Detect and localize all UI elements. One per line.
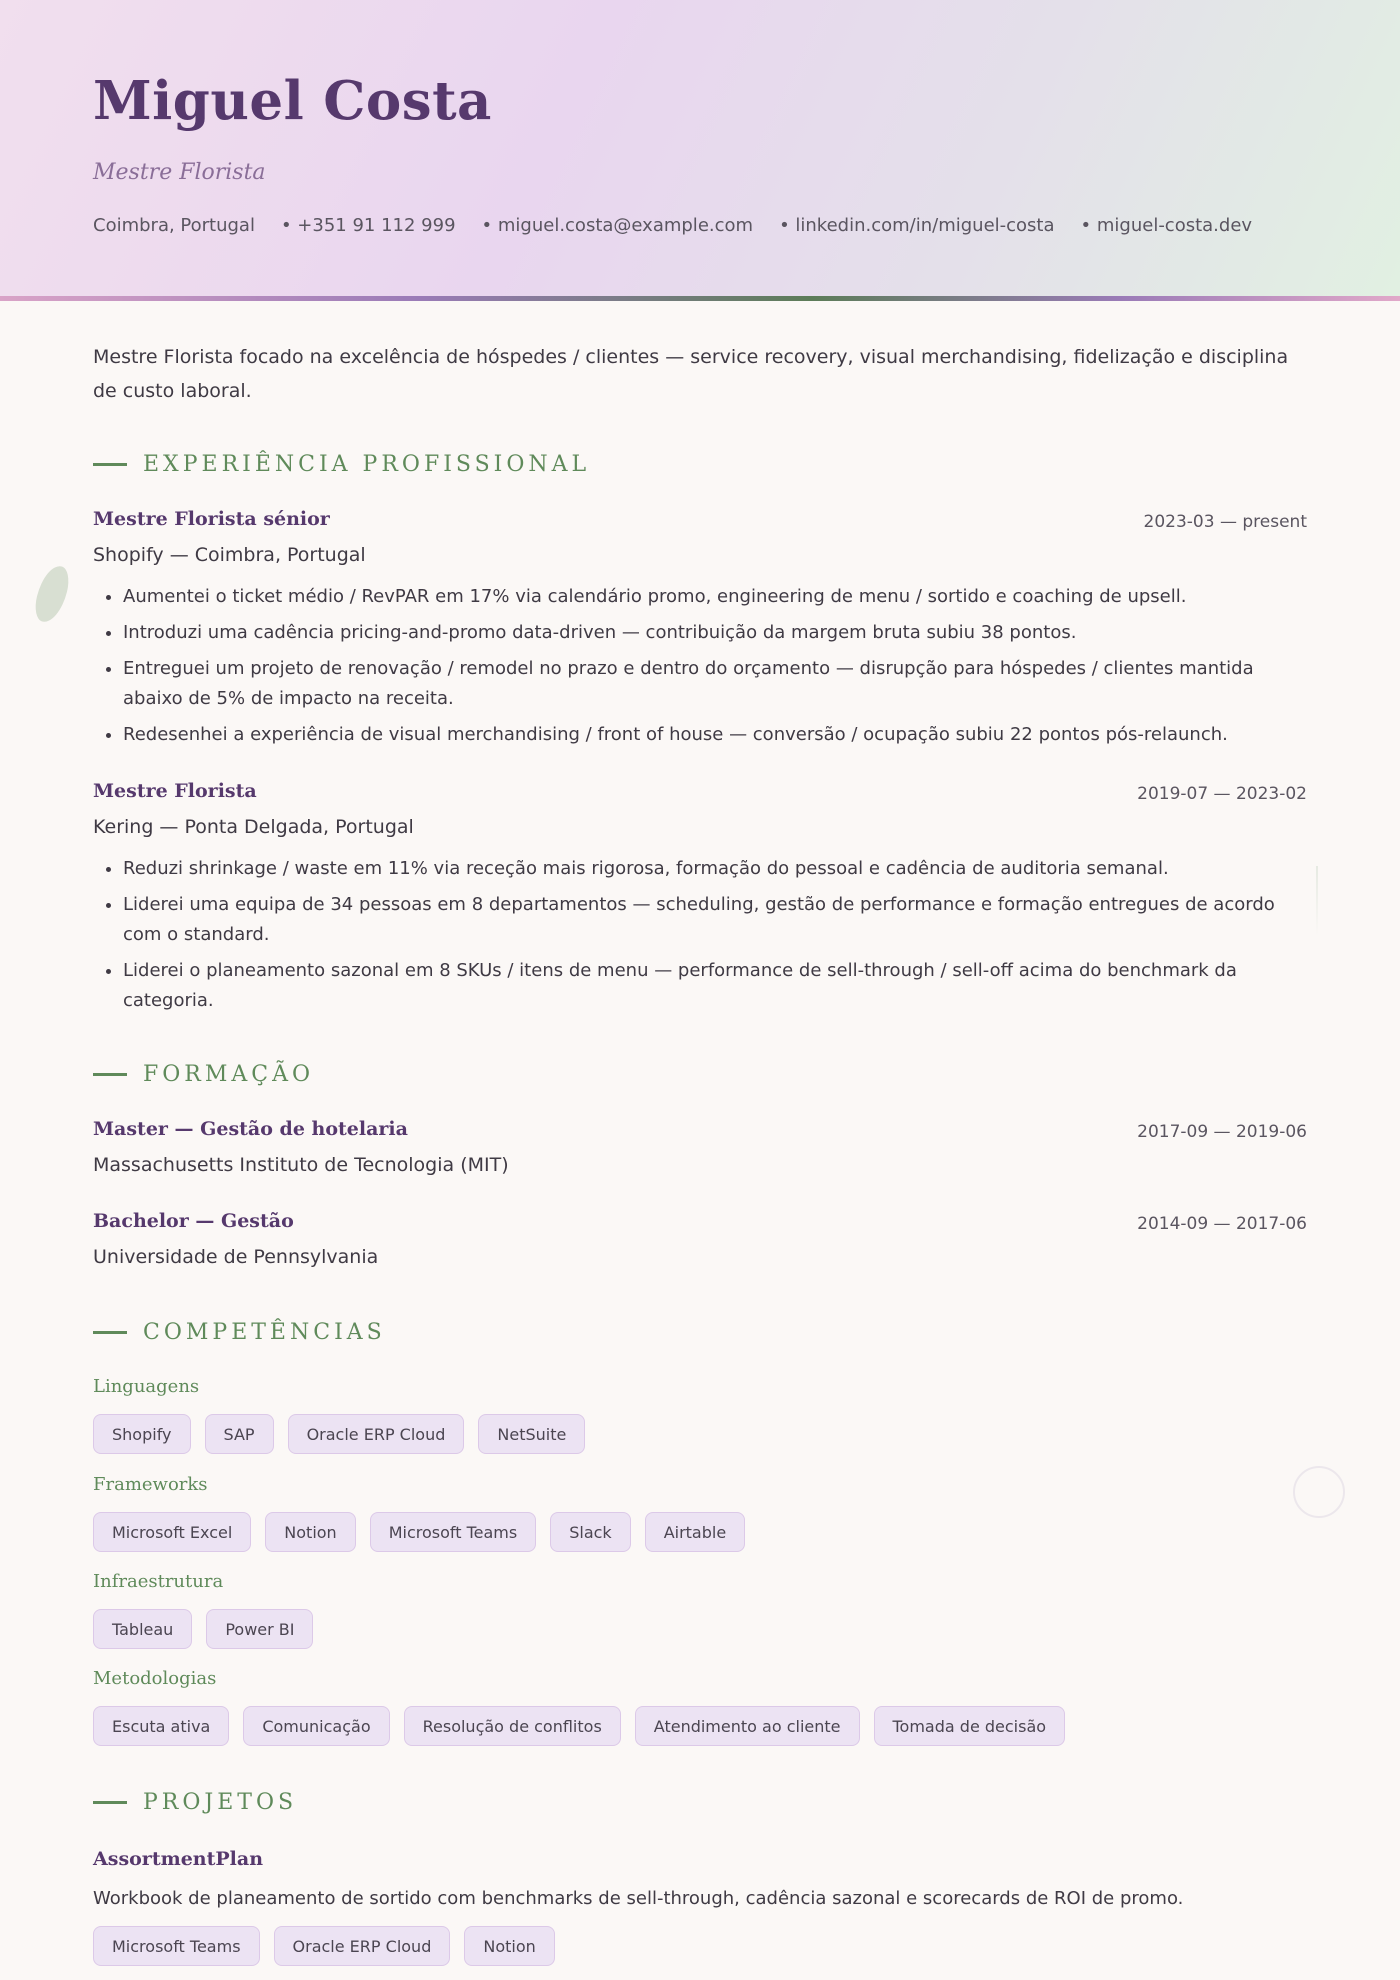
contact-linkedin[interactable]: • linkedin.com/in/miguel-costa (779, 215, 1055, 236)
bullet-item: • Liderei o planeamento sazonal em 8 SKUs / itens de menu — performance de sell-through / sell-off acima do benchmark da categoria. (123, 956, 1307, 1016)
section-title-skills (93, 1320, 386, 1345)
leaf-decoration (31, 562, 72, 625)
skill-chip: Tomada de decisão (874, 1706, 1066, 1746)
candidate-role: Mestre Florista (93, 160, 266, 185)
project-tag: Microsoft Teams (93, 1926, 260, 1966)
contact-line (93, 215, 1278, 241)
bullet-item: • Entreguei um projeto de renovação / remodel no prazo e dentro do orçamento — disrupção para hóspedes / clientes mantida abaixo de 5% de impacto na receita. (123, 654, 1307, 714)
section-dash (93, 1331, 127, 1334)
education-school: Universidade de Pennsylvania (93, 1246, 379, 1268)
section-title-experience (93, 452, 590, 477)
section-dash (93, 1073, 127, 1076)
job-bullets (93, 854, 1307, 1022)
education-dates: 2017-09 — 2019-06 (1137, 1122, 1307, 1142)
project-name: AssortmentPlan (93, 1848, 264, 1870)
project-description: Workbook de planeamento de sortido com benchmarks de sell-through, cadência sazonal e scorecards de ROI de promo. (93, 1888, 1184, 1909)
contact-phone[interactable]: • +351 91 112 999 (280, 215, 456, 236)
skill-group-label: Infraestrutura (93, 1571, 224, 1592)
contact-website[interactable]: • miguel-costa.dev (1080, 215, 1253, 236)
bullet-item: • Aumentei o ticket médio / RevPAR em 17% via calendário promo, engineering de menu / sortido e coaching de upsell. (123, 582, 1307, 612)
job-org: Shopify — Coimbra, Portugal (93, 544, 366, 566)
decorative-line (1316, 866, 1318, 936)
project-tag: Notion (464, 1926, 554, 1966)
skill-chip: Airtable (645, 1512, 746, 1552)
skill-chip: Shopify (93, 1414, 191, 1454)
education-dates: 2014-09 — 2017-06 (1137, 1214, 1307, 1234)
job-role: Mestre Florista sénior (93, 508, 330, 530)
project-tags (93, 1926, 555, 1966)
project-tag: Oracle ERP Cloud (274, 1926, 451, 1966)
section-title-text: PROJETOS (143, 1790, 298, 1815)
skill-chip: Microsoft Excel (93, 1512, 251, 1552)
skill-chip: Slack (550, 1512, 630, 1552)
skill-chip: Atendimento ao cliente (635, 1706, 860, 1746)
skill-chip: Tableau (93, 1609, 192, 1649)
skill-chip: Escuta ativa (93, 1706, 229, 1746)
skill-chips (93, 1609, 313, 1649)
job-role: Mestre Florista (93, 780, 257, 802)
section-title-education (93, 1062, 314, 1087)
resume-header (0, 0, 1400, 296)
resume-body (93, 340, 1307, 1956)
skill-chips (93, 1512, 745, 1552)
summary-text: Mestre Florista focado na excelência de hóspedes / clientes — service recovery, visual merchandising, fidelização e disciplina de custo laboral. (93, 346, 1289, 402)
skill-chip: Resolução de conflitos (404, 1706, 621, 1746)
skill-chips (93, 1414, 585, 1454)
bullet-item: • Redesenhei a experiência de visual merchandising / front of house — conversão / ocupação subiu 22 pontos pós-relaunch. (123, 720, 1307, 750)
bullet-item: • Introduzi uma cadência pricing-and-promo data-driven — contribuição da margem bruta subiu 38 pontos. (123, 618, 1307, 648)
skill-chip: Oracle ERP Cloud (288, 1414, 465, 1454)
skill-group-label: Frameworks (93, 1474, 208, 1495)
contact-email[interactable]: • miguel.costa@example.com (481, 215, 754, 236)
section-dash (93, 463, 127, 466)
skill-chip: Power BI (206, 1609, 313, 1649)
skill-chips (93, 1706, 1065, 1746)
skill-chip: Microsoft Teams (370, 1512, 537, 1552)
skill-chip: Notion (265, 1512, 355, 1552)
skill-group-label: Metodologias (93, 1668, 217, 1689)
section-title-text: EXPERIÊNCIA PROFISSIONAL (143, 452, 591, 477)
bullet-item: • Liderei uma equipa de 34 pessoas em 8 departamentos — scheduling, gestão de performance e formação entregues de acordo com o standard. (123, 890, 1307, 950)
education-degree: Bachelor — Gestão (93, 1210, 294, 1232)
skill-chip: Comunicação (243, 1706, 389, 1746)
job-dates: 2019-07 — 2023-02 (1137, 784, 1307, 804)
section-title-projects (93, 1790, 297, 1815)
job-dates: 2023-03 — present (1143, 512, 1307, 532)
candidate-name: Miguel Costa (93, 70, 492, 132)
section-title-text: FORMAÇÃO (143, 1062, 315, 1087)
skill-chip: NetSuite (478, 1414, 585, 1454)
section-dash (93, 1801, 127, 1804)
section-title-text: COMPETÊNCIAS (143, 1320, 386, 1345)
education-school: Massachusetts Instituto de Tecnologia (MIT) (93, 1154, 509, 1176)
job-bullets (93, 582, 1307, 756)
header-divider (0, 296, 1400, 301)
skill-chip: SAP (205, 1414, 274, 1454)
bullet-item: • Reduzi shrinkage / waste em 11% via receção mais rigorosa, formação do pessoal e cadência de auditoria semanal. (123, 854, 1307, 884)
circle-decoration (1293, 1466, 1345, 1518)
education-degree: Master — Gestão de hotelaria (93, 1118, 408, 1140)
job-org: Kering — Ponta Delgada, Portugal (93, 816, 414, 838)
contact-location: Coimbra, Portugal (93, 215, 255, 236)
skill-group-label: Linguagens (93, 1376, 200, 1397)
